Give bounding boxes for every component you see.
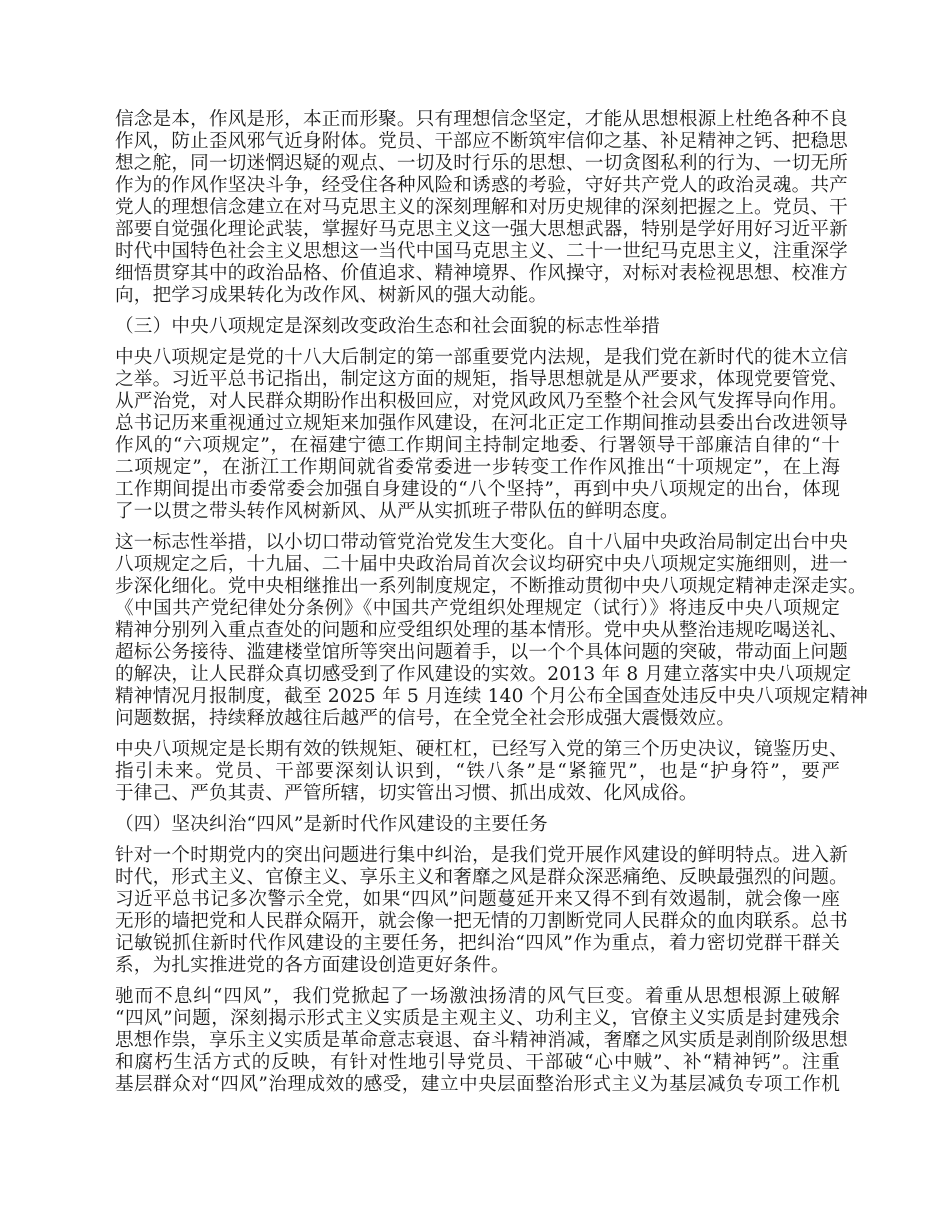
- paragraph: [115, 739, 848, 805]
- text-line: 问题数据，持续释放越往后越严的信号，在全党全社会形成强大震慑效应。: [115, 708, 736, 729]
- text-line: 记敏锐抓住新时代作风建设的主要任务，把纠治“四风”作为重点，着力密切党群干群关: [115, 933, 840, 954]
- section-heading: [115, 814, 840, 836]
- section-heading: [115, 316, 840, 338]
- text-line: 二项规定”，在浙江工作期间就省委常委进一步转变工作作风推出“十项规定”，在上海: [115, 457, 840, 478]
- text-line: 《中国共产党纪律处分条例》《中国共产党组织处理规定（试行）》将违反中央八项规定: [115, 598, 840, 619]
- paragraph: [115, 347, 848, 523]
- text-line: 超标公务接待、滥建楼堂馆所等突出问题着手，以一个个具体问题的突破，带动面上问题: [115, 642, 848, 663]
- text-line: 中央八项规定是长期有效的铁规矩、硬杠杠，已经写入党的第三个历史决议，镜鉴历史、: [115, 739, 848, 760]
- text-line: 的解决，让人民群众真切感受到了作风建设的实效。2013 年 8 月建立落实中央八项规定: [115, 664, 852, 685]
- text-line: 驰而不息纠“四风”，我们党掀起了一场激浊扬清的风气巨变。着重从思想根源上破解: [115, 986, 840, 1007]
- document-body: [115, 109, 869, 1096]
- text-line: 时代，形式主义、官僚主义、享乐主义和奢靡之风是群众深恶痛绝、反映最强烈的问题。: [115, 867, 848, 888]
- text-line: 精神情况月报制度，截至 2025 年 5 月连续 140 个月公布全国查处违反中央八项规定精神: [115, 686, 869, 707]
- text-line: 党人的理想信念建立在对马克思主义的深刻理解和对历史规律的深刻把握之上。党员、干: [115, 197, 848, 218]
- text-line: 于律己、严负其责、严管所辖，切实管出习惯、抓出成效、化风成俗。: [115, 783, 698, 804]
- text-line: 工作期间提出市委常委会加强自身建设的“八个坚持”，再到中央八项规定的出台，体现: [115, 479, 840, 500]
- text-line: 习近平总书记多次警示全党，如果“四风”问题蔓延开来又得不到有效遏制，就会像一座: [115, 889, 840, 910]
- text-line: 针对一个时期党内的突出问题进行集中纠治，是我们党开展作风建设的鲜明特点。进入新: [115, 845, 848, 866]
- text-line: 无形的墙把党和人民群众隔开，就会像一把无情的刀割断党同人民群众的血肉联系。总书: [115, 911, 848, 932]
- text-line: 信念是本，作风是形，本正而形聚。只有理想信念坚定，才能从思想根源上杜绝各种不良: [115, 109, 848, 130]
- text-line: 了一以贯之带头转作风树新风、从严从实抓班子带队伍的鲜明态度。: [115, 501, 679, 522]
- text-line: 这一标志性举措，以小切口带动管党治党发生大变化。自十八届中央政治局制定出台中央: [115, 532, 848, 553]
- text-line: 时代中国特色社会主义思想这一当代中国马克思主义、二十一世纪马克思主义，注重深学: [115, 241, 848, 262]
- text-line: 基层群众对“四风”治理成效的感受，建立中央层面整治形式主义为基层减负专项工作机: [115, 1074, 840, 1095]
- text-line: （三）中央八项规定是深刻改变政治生态和社会面貌的标志性举措: [115, 316, 661, 337]
- text-line: 作为的作风作坚决斗争，经受住各种风险和诱惑的考验，守好共产党人的政治灵魂。共产: [115, 175, 848, 196]
- paragraph: [115, 845, 848, 977]
- text-line: 之举。习近平总书记指出，制定这方面的规矩，指导思想就是从严要求，体现党要管党、: [115, 369, 848, 390]
- document-page: [115, 109, 869, 1105]
- paragraph: [115, 986, 848, 1096]
- text-line: 思想作祟，享乐主义实质是革命意志衰退、奋斗精神消减，奢靡之风实质是剥削阶级思想: [115, 1030, 848, 1051]
- text-line: 部要自觉强化理论武装，掌握好马克思主义这一强大思想武器，特别是学好用好习近平新: [115, 219, 848, 240]
- paragraph: [115, 532, 869, 730]
- text-line: 细悟贯穿其中的政治品格、价值追求、精神境界、作风操守，对标对表检视思想、校准方: [115, 263, 848, 284]
- text-line: 总书记历来重视通过立规矩来加强作风建设，在河北正定工作期间推动县委出台改进领导: [115, 413, 848, 434]
- text-line: 作风的“六项规定”，在福建宁德工作期间主持制定地委、行署领导干部廉洁自律的“十: [115, 435, 840, 456]
- text-line: 向，把学习成果转化为改作风、树新风的强大动能。: [115, 285, 548, 306]
- text-line: 八项规定之后，十九届、二十届中央政治局首次会议均研究中央八项规定实施细则，进一: [115, 554, 848, 575]
- paragraph: [115, 109, 848, 307]
- text-line: 步深化细化。党中央相继推出一系列制度规定，不断推动贯彻中央八项规定精神走深走实。: [115, 576, 867, 597]
- text-line: “四风”问题，深刻揭示形式主义实质是主观主义、功利主义，官僚主义实质是封建残余: [115, 1008, 840, 1029]
- text-line: 中央八项规定是党的十八大后制定的第一部重要党内法规，是我们党在新时代的徙木立信: [115, 347, 848, 368]
- text-line: 作风，防止歪风邪气近身附体。党员、干部应不断筑牢信仰之基、补足精神之钙、把稳思: [115, 131, 848, 152]
- text-line: 从严治党，对人民群众期盼作出积极回应，对党风政风乃至整个社会风气发挥导向作用。: [115, 391, 848, 412]
- text-line: 和腐朽生活方式的反映，有针对性地引导党员、干部破“心中贼”、补“精神钙”。注重: [115, 1052, 840, 1073]
- text-line: 指引未来。党员、干部要深刻认识到，“铁八条”是“紧箍咒”，也是“护身符”，要严: [115, 761, 840, 782]
- text-line: （四）坚决纠治“四风”是新时代作风建设的主要任务: [115, 814, 548, 835]
- text-line: 系，为扎实推进党的各方面建设创造更好条件。: [115, 955, 510, 976]
- text-line: 精神分别列入重点查处的问题和应受组织处理的基本情形。党中央从整治违规吃喝送礼、: [115, 620, 848, 641]
- text-line: 想之舵，同一切迷惘迟疑的观点、一切及时行乐的思想、一切贪图私利的行为、一切无所: [115, 153, 848, 174]
